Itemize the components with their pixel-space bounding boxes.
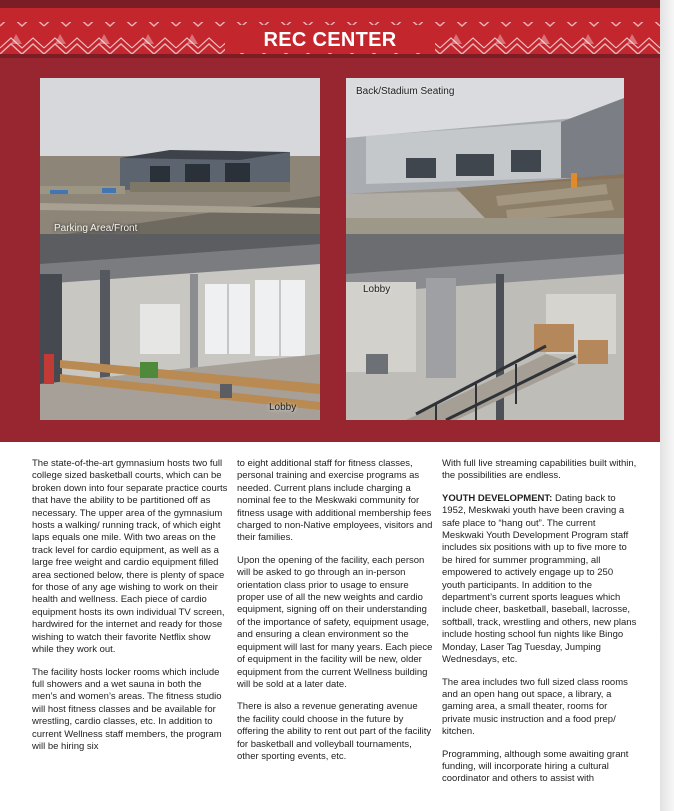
photo-caption: Back/Stadium Seating (356, 86, 455, 97)
paragraph: The state-of-the-art gymnasium hosts two full college sized basketball courts, which can be broken down into four separate practice courts that have the ability to be partitioned off as necessary. The upper area of the gymnasium hosts a walking/ running track, of which eight laps equals one mile. With two areas on the track level for cardio equipment, as well as a large free weight and cardio equipment filled area sectioned below, there is plenty of space for those of any age wishing to work on their health and wellness. Each piece of cardio equipment hosts its own individual TV screen, hardwired for the internet and ready for those wishing to watch their favorite Netflix show while they work out. (32, 458, 228, 656)
page-title: REC CENTER (263, 29, 397, 51)
paragraph-text: Dating back to 1952, Meskwaki youth have been craving a safe place to “hang out”. The current Meskwaki Youth Development Program staff includes six positions with up to five more to be hired for summer programming, all empowered to actively engage up to 250 youth participants. In addition to the department’s current sports leagues which include cheer, basketball, baseball, lacrosse, softball, track, wrestling and others, new plans include hosting school fun nights like Bingo Monday, Laser Tag Tuesday, Jumping Wednesdays, etc. (442, 492, 637, 666)
photo-panel (0, 58, 660, 442)
paragraph: Upon the opening of the facility, each person will be asked to go through an in-person orientation class prior to usage to ensure proper use of all the new weights and cardio equipment, signing off on their understanding of the importance of safety, equipment usage, and ensuring a clean environment so the equipment will last for many years. Each piece of equipment in the facility will be new, older equipment from the current Wellness building will be sold at a later date. (237, 554, 433, 690)
header-band (0, 0, 660, 58)
text-column-2 (237, 458, 433, 773)
photo-back-stadium (346, 78, 624, 240)
photo-caption: Lobby (269, 402, 297, 413)
paragraph: to eight additional staff for fitness classes, personal training and exercise programs as needed. Current plans include charging a nominal fee to the Meskwaki community for fitness usage with additional membership fees charged to non-Native employees, visitors and their families. (237, 458, 433, 544)
text-column-1 (32, 458, 228, 763)
paragraph: The facility hosts locker rooms which include full showers and a wet sauna in both the men’s and women’s areas. The fitness studio will host fitness classes and be available for wrestling, cardio classes, etc. In addition to current Wellness staff members, the program will be hiring six (32, 666, 222, 752)
photo-parking-front (40, 78, 320, 240)
paragraph: The area includes two full sized class rooms and an open hang out space, a library, a gaming area, a small theater, rooms for private music instruction and a food prep/ kitchen. (442, 676, 628, 738)
photo-caption: Lobby (363, 284, 391, 295)
paragraph-youth-development (442, 493, 638, 667)
photo-lobby-stairs (346, 234, 624, 420)
paragraph: There is also a revenue generating avenue the facility could choose in the future by offering the ability to rent out part of the facility for basketball and volleyball tournaments, other sporting events, etc. (237, 701, 432, 762)
photo-caption: Parking Area/Front (54, 223, 138, 234)
text-column-3 (442, 458, 638, 796)
photo-lobby-interior (40, 234, 320, 420)
section-lead: YOUTH DEVELOPMENT: (442, 492, 553, 504)
paragraph: With full live streaming capabilities built within, the possibilities are endless. (442, 458, 637, 482)
page-edge (660, 0, 674, 811)
paragraph: Programming, although some awaiting grant funding, will incorporate hiring a cultural coordinator and others to assist with (442, 748, 629, 785)
